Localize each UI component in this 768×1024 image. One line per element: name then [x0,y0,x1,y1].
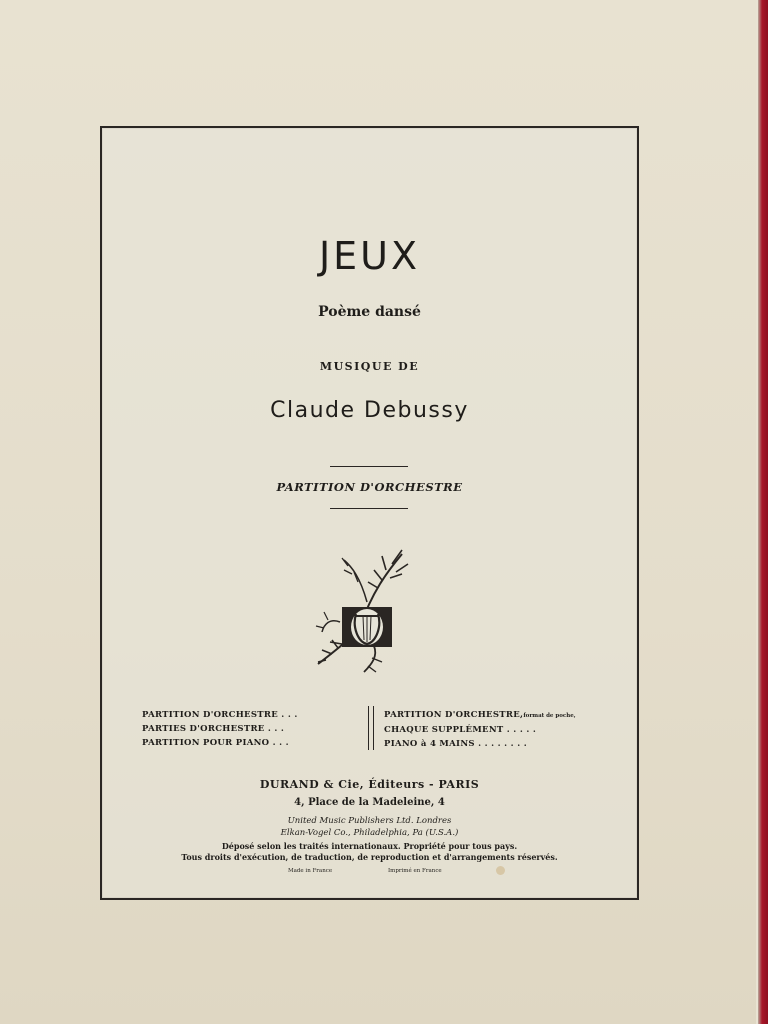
imprime-label: Imprimé en France [388,868,442,874]
edition-label: PARTITION D'ORCHESTRE [276,480,463,494]
list-item: PIANO à 4 MAINS . . . . . . . . [384,739,527,749]
rule-top [330,466,408,467]
lyre-emblem-icon [312,532,422,677]
list-item-label: PARTITION D'ORCHESTRE, [384,710,524,720]
agent-line: Elkan-Vogel Co., Philadelphia, Pa (U.S.A.) [280,828,459,838]
subtitle: Poème dansé [318,304,421,320]
list-item: CHAQUE SUPPLÉMENT . . . . . [384,725,537,735]
publisher-name: DURAND & Cie, Éditeurs - PARIS [259,778,480,791]
page-title: JEUX [318,234,421,278]
musique-de-label: MUSIQUE DE [319,360,420,373]
agent-line: United Music Publishers Ltd. Londres [287,816,452,826]
column-divider [368,706,374,750]
red-cover-edge [758,0,768,1024]
title-page-frame [100,126,639,900]
editions-list-right [384,708,574,751]
list-item: PARTITION POUR PIANO . . . [142,738,289,748]
list-item: PARTITION D'ORCHESTRE . . . [142,710,298,720]
editions-list-left [142,708,322,750]
legal-line: Tous droits d'exécution, de traduction, de reproduction et d'arrangements réservés. [181,852,558,862]
rule-bottom [330,508,408,509]
list-item: PARTIES D'ORCHESTRE . . . [142,724,285,734]
list-item-note: format de poche, [523,713,576,719]
paper-speck [496,866,505,875]
composer-name: Claude Debussy [270,398,469,423]
legal-line: Déposé selon les traités internationaux. Propriété pour tous pays. [221,841,518,851]
list-item [384,708,574,723]
made-in-label: Made in France [288,868,333,874]
publisher-address: 4, Place de la Madeleine, 4 [294,797,445,808]
